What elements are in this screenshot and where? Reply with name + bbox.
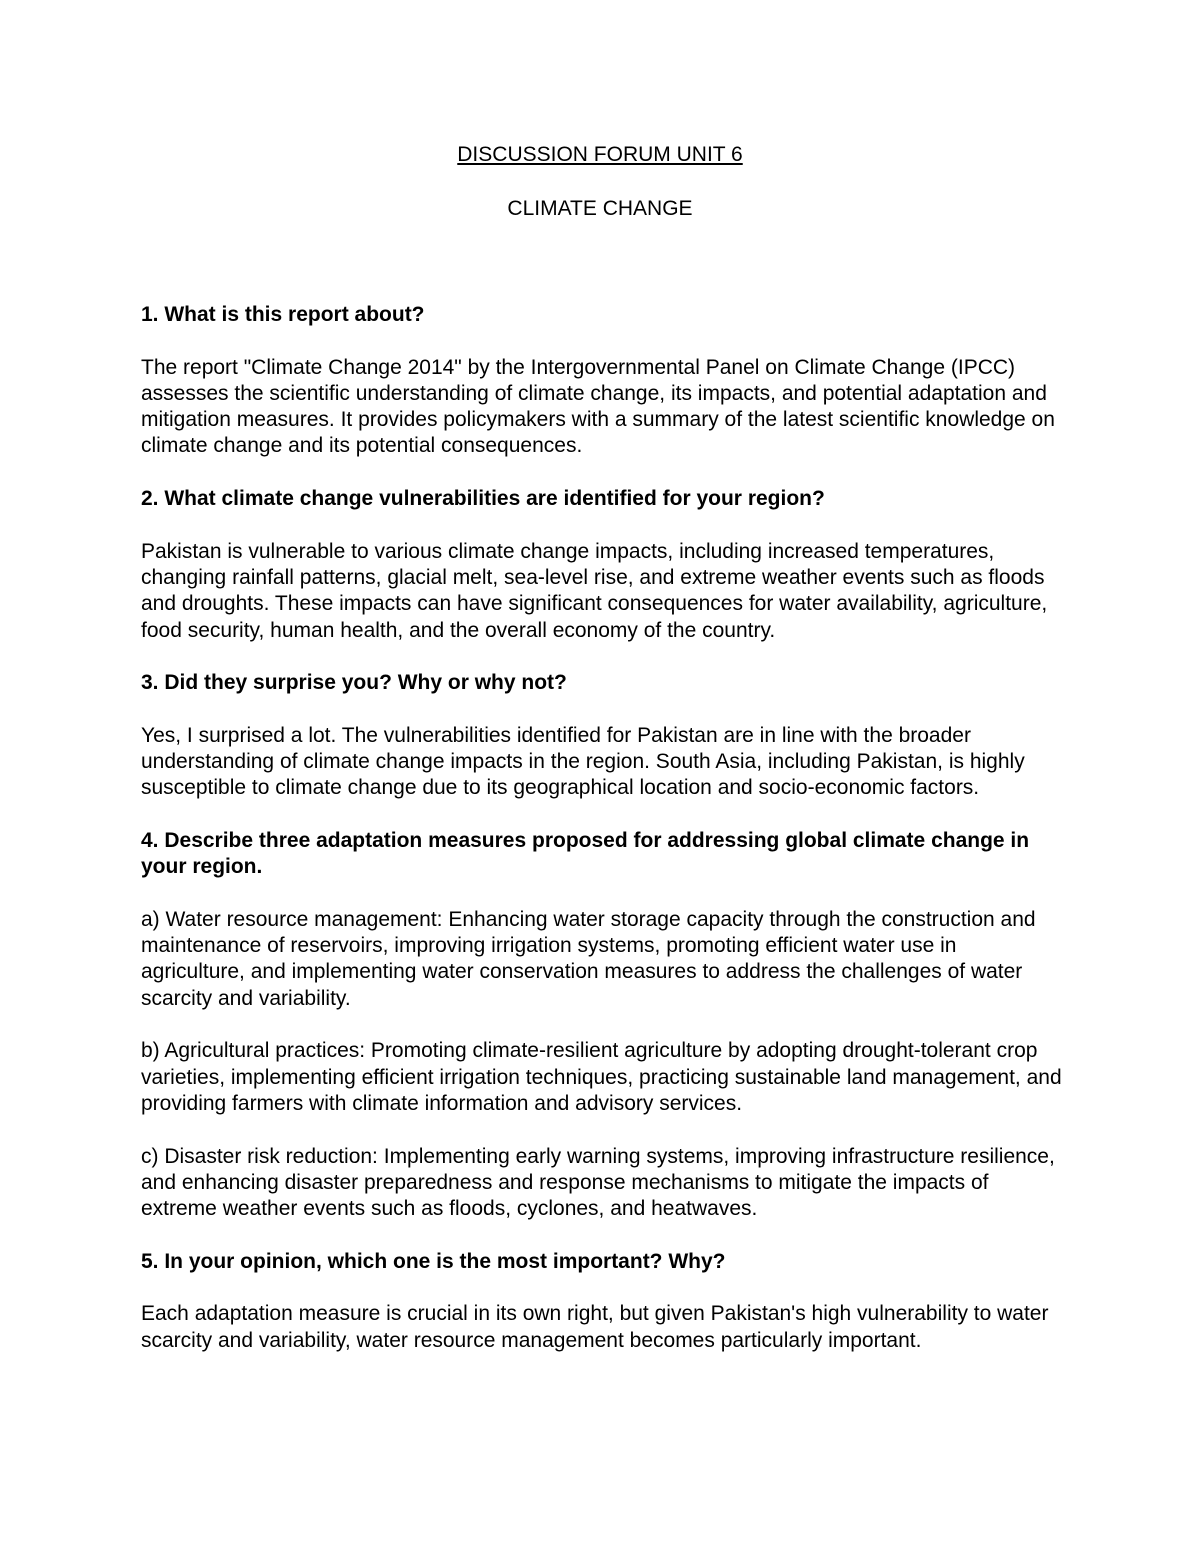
document-title: DISCUSSION FORUM UNIT 6 <box>457 143 743 166</box>
answer-3: Yes, I surprised a lot. The vulnerabilities identified for Pakistan are in line with the broader understanding of climate change impacts in the region. South Asia, including Pakistan, is highly susceptible to climate change due to its geographical location and socio-economic factors. <box>141 723 1025 800</box>
question-3: 3. Did they surprise you? Why or why not? <box>141 671 567 695</box>
question-2: 2. What climate change vulnerabilities are identified for your region? <box>141 487 825 511</box>
document-body <box>141 302 1066 1380</box>
answer-4a: a) Water resource management: Enhancing water storage capacity through the construction and maintenance of reservoirs, improving irrigation systems, promoting efficient water use in agriculture, and implementing water conservation measures to address the challenges of water scarcity and variability. <box>141 907 1036 1010</box>
question-5: 5. In your opinion, which one is the most important? Why? <box>141 1249 726 1273</box>
answer-2: Pakistan is vulnerable to various climate change impacts, including increased temperatures, changing rainfall patterns, glacial melt, sea-level rise, and extreme weather events such as floods and droughts. These impacts can have significant consequences for water availability, agriculture, food security, human health, and the overall economy of the country. <box>141 539 1048 642</box>
answer-1: The report "Climate Change 2014" by the Intergovernmental Panel on Climate Change (IPCC) assesses the scientific understanding of climate change, its impacts, and potential adaptation and mitigation measures. It provides policymakers with a summary of the latest scientific knowledge on climate change and its potential consequences. <box>141 355 1055 458</box>
document-subtitle: CLIMATE CHANGE <box>507 197 693 220</box>
question-4: 4. Describe three adaptation measures proposed for addressing global climate change in your region. <box>141 828 1030 879</box>
question-1: 1. What is this report about? <box>141 303 425 326</box>
answer-4b: b) Agricultural practices: Promoting climate-resilient agriculture by adopting drought-tolerant crop varieties, implementing efficient irrigation techniques, practicing sustainable land management, and providing farmers with climate information and advisory services. <box>141 1039 1062 1115</box>
answer-5: Each adaptation measure is crucial in its own right, but given Pakistan's high vulnerability to water scarcity and variability, water resource management becomes particularly important. <box>141 1302 1049 1352</box>
answer-4c: c) Disaster risk reduction: Implementing early warning systems, improving infrastructure resilience, and enhancing disaster preparedness and response mechanisms to mitigate the impacts of extreme weather events such as floods, cyclones, and heatwaves. <box>141 1144 1055 1221</box>
